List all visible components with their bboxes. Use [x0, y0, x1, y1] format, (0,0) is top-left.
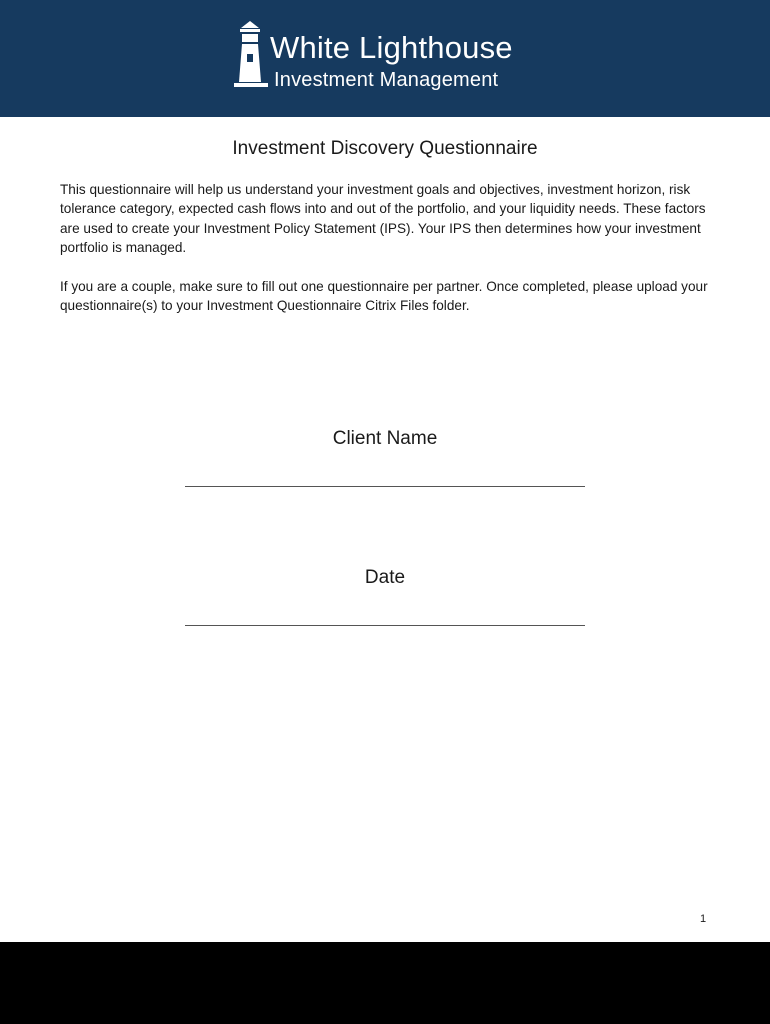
instructions-paragraph: If you are a couple, make sure to fill out one questionnaire per partner. Once completed, please upload your questionnaire(s) to your Investment Questionnaire Citrix Files folder.: [60, 278, 708, 314]
document-title: Investment Discovery Questionnaire: [232, 138, 538, 159]
page-number: 1: [700, 913, 707, 925]
brand-logo: [232, 18, 542, 92]
brand-subtitle: Investment Management: [274, 69, 499, 91]
intro-text: [60, 180, 720, 315]
page-header: [0, 0, 770, 117]
brand-title: White Lighthouse: [270, 30, 513, 65]
client-name-label: Client Name: [332, 428, 438, 449]
date-field[interactable]: [185, 625, 585, 626]
intro-paragraph: This questionnaire will help us understand your investment goals and objectives, investment horizon, risk tolerance category, expected cash flows into and out of the portfolio, and your liquidity needs. These factors are used to create your Investment Policy Statement (IPS). Your IPS then determines how your investment portfolio is managed.: [60, 182, 706, 256]
date-label: Date: [364, 567, 406, 588]
client-name-field[interactable]: [185, 486, 585, 487]
lighthouse-icon: [232, 20, 268, 90]
